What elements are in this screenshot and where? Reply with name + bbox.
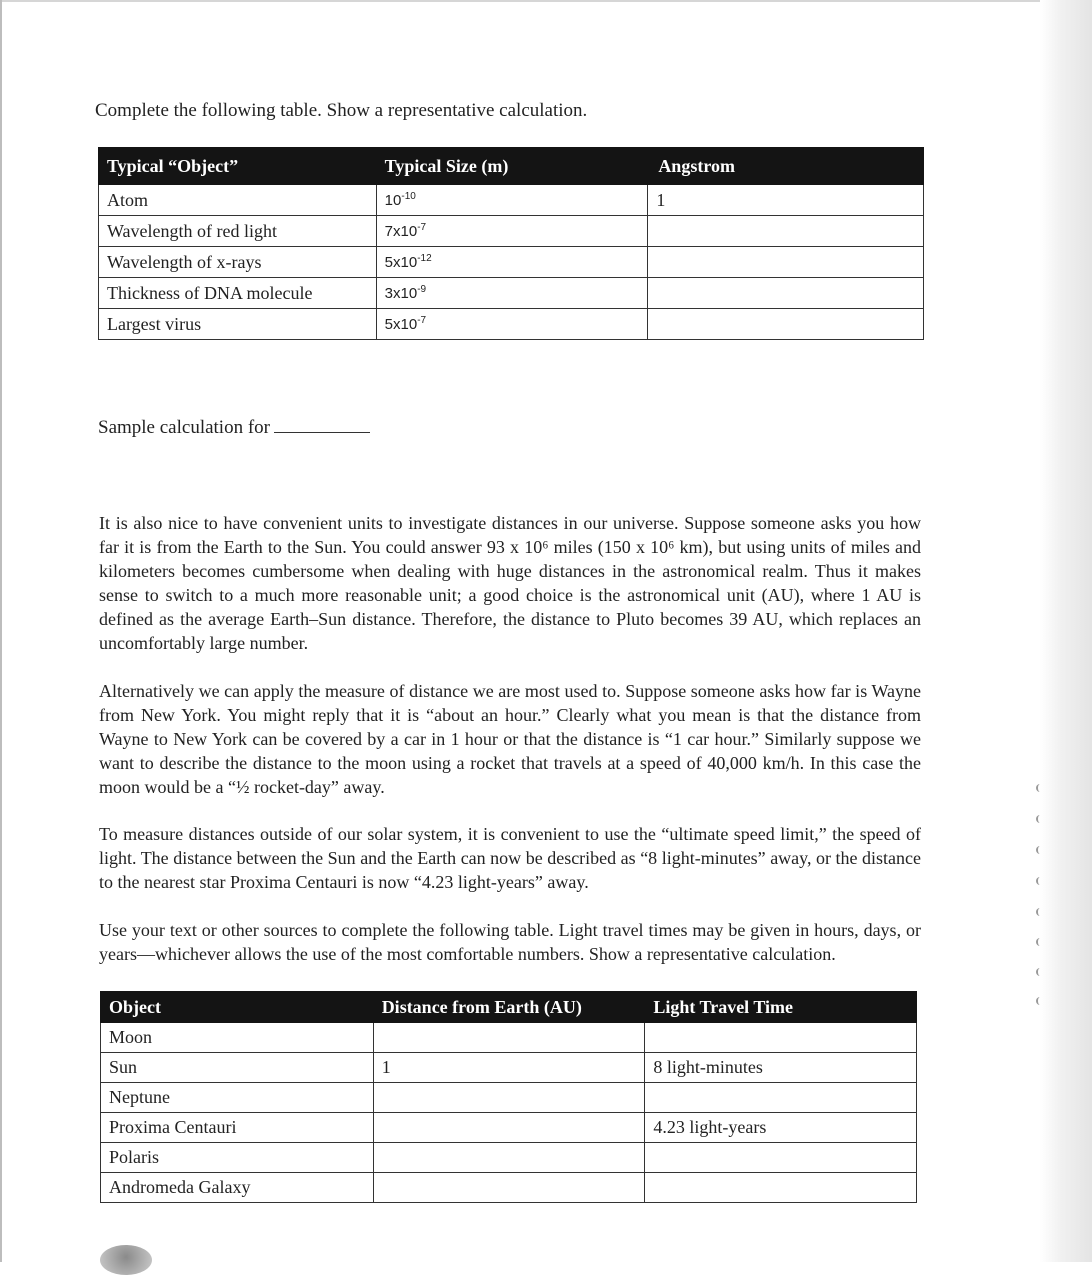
size-cell: $7x10^{-7}$ (376, 216, 648, 247)
header-typical-object: Typical “Object” (99, 148, 377, 185)
angstrom-cell[interactable] (648, 309, 924, 340)
object-cell: Atom (99, 185, 377, 216)
light-time-cell[interactable]: 4.23 light-years (645, 1113, 917, 1143)
table-row (101, 1113, 917, 1143)
page-left-border (0, 0, 2, 1262)
binding-ring (1036, 846, 1052, 854)
paragraph-instructions: Use your text or other sources to complete the following table. Light travel times may be given in hours, days, or years—whichever allows the use of the most comfortable numbers. Show a representative calculation. (99, 920, 921, 964)
angstrom-cell[interactable]: 1 (648, 185, 924, 216)
binding-edge (1040, 0, 1092, 1262)
page-top-border (0, 0, 1092, 2)
object-cell: Moon (101, 1023, 374, 1053)
size-cell: $3x10^{-9}$ (376, 278, 648, 309)
table-row (101, 1143, 917, 1173)
binding-ring (1036, 877, 1052, 885)
light-time-cell[interactable]: 8 light-minutes (645, 1053, 917, 1083)
distance-cell[interactable] (373, 1083, 645, 1113)
distance-table-header-row (101, 992, 917, 1023)
size-cell: $10^{-10}$ (376, 185, 648, 216)
table-row (101, 1053, 917, 1083)
binding-ring (1036, 938, 1052, 946)
instruction-text: Complete the following table. Show a representative calculation. (95, 100, 588, 121)
object-cell: Wavelength of x-rays (99, 247, 377, 278)
sample-calculation-label: Sample calculation for (98, 417, 270, 438)
light-time-cell[interactable] (645, 1173, 917, 1203)
header-typical-size: Typical Size (m) (376, 148, 648, 185)
binding-ring (1036, 815, 1052, 823)
table-row (99, 309, 924, 340)
object-cell: Andromeda Galaxy (101, 1173, 374, 1203)
distance-cell[interactable]: 1 (373, 1053, 645, 1083)
table-row (101, 1023, 917, 1053)
angstrom-cell[interactable] (648, 247, 924, 278)
binding-ring (1036, 997, 1052, 1005)
table-row (101, 1173, 917, 1203)
light-time-cell[interactable] (645, 1023, 917, 1053)
header-light-travel-time: Light Travel Time (645, 992, 917, 1023)
sample-calculation (98, 416, 370, 439)
object-cell: Neptune (101, 1083, 374, 1113)
angstrom-cell[interactable] (648, 216, 924, 247)
paragraph-light-speed: To measure distances outside of our solar system, it is convenient to use the “ultimate speed limit,” the speed of light. The distance between the Sun and the Earth can now be described as “8 light-minutes” away, or the distance to the nearest star Proxima Centauri is now “4.23 light-years” away. (99, 824, 921, 892)
object-cell: Sun (101, 1053, 374, 1083)
size-cell: $5x10^{-12}$ (376, 247, 648, 278)
table-row (101, 1083, 917, 1113)
binding-ring (1036, 968, 1052, 976)
object-cell: Polaris (101, 1143, 374, 1173)
light-time-cell[interactable] (645, 1083, 917, 1113)
table-row (99, 247, 924, 278)
header-distance: Distance from Earth (AU) (373, 992, 645, 1023)
distance-cell[interactable] (373, 1023, 645, 1053)
distance-table (100, 991, 917, 1203)
distance-cell[interactable] (373, 1143, 645, 1173)
angstrom-cell[interactable] (648, 278, 924, 309)
object-cell: Wavelength of red light (99, 216, 377, 247)
size-cell: $5x10^{-7}$ (376, 309, 648, 340)
paragraph-au: It is also nice to have convenient units to investigate distances in our universe. Suppose someone asks you how far it is from the Earth to the Sun. You could answer 93 x 10⁶ miles (150 x 10⁶ km), but using units of miles and kilometers becomes cumbersome when dealing with huge distances in the astronomical realm. Thus it makes sense to switch to a much more reasonable unit; a good choice is the astronomical unit (AU), where 1 AU is defined as the average Earth–Sun distance. Therefore, the distance to Pluto becomes 39 AU, which replaces an uncomfortably large number. (99, 513, 921, 653)
binding-ring (1036, 784, 1052, 792)
size-table-header-row (99, 148, 924, 185)
paragraph-car-hour: Alternatively we can apply the measure of distance we are most used to. Suppose someone asks how far is Wayne from New York. You might reply that it is “about an hour.” Clearly what you mean is that the distance from Wayne to New York can be covered by a car in 1 hour or that the distance is “1 car hour.” Similarly suppose we want to describe the distance to the moon using a rocket that travels at a speed of 40,000 km/h. In this case the moon would be a “½ rocket-day” away. (99, 681, 921, 797)
header-angstrom: Angstrom (648, 148, 924, 185)
light-time-cell[interactable] (645, 1143, 917, 1173)
binding-ring (1036, 908, 1052, 916)
table-row (99, 278, 924, 309)
table-row (99, 216, 924, 247)
size-table (98, 147, 924, 340)
object-cell: Thickness of DNA molecule (99, 278, 377, 309)
table-row (99, 185, 924, 216)
distance-cell[interactable] (373, 1173, 645, 1203)
distance-cell[interactable] (373, 1113, 645, 1143)
header-object: Object (101, 992, 374, 1023)
spiral-binding-mark (100, 1245, 152, 1275)
sample-calculation-blank[interactable] (274, 416, 370, 433)
object-cell: Largest virus (99, 309, 377, 340)
object-cell: Proxima Centauri (101, 1113, 374, 1143)
